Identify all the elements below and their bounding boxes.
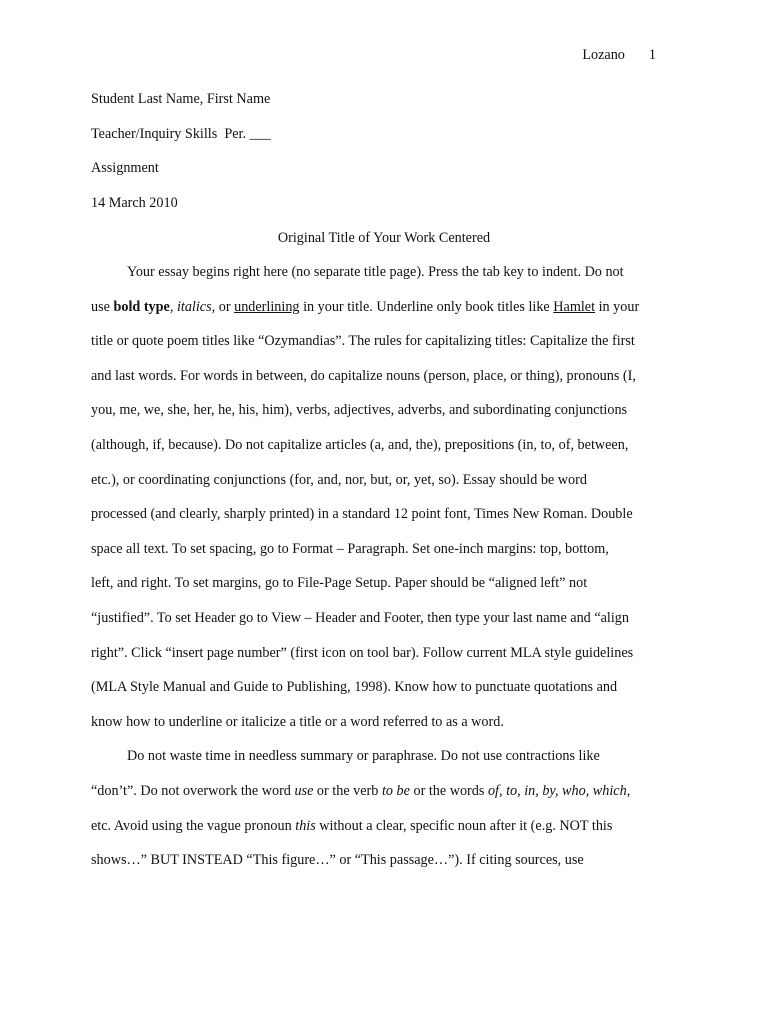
text-run: use xyxy=(91,298,114,315)
italic-pronoun-this: this xyxy=(295,817,316,834)
paragraph-1-line-10: left, and right. To set margins, go to File-Page Setup. Paper should be “aligned left” not xyxy=(91,575,588,592)
heading-assignment: Assignment xyxy=(91,160,159,177)
italic-word-list: of, to, in, by, who, which xyxy=(487,782,627,799)
italic-verb-to-be: to be xyxy=(381,782,410,799)
paragraph-1-line-8: processed (and clearly, sharply printed) in a standard 12 point font, Times New Roman. Double xyxy=(91,506,633,523)
paragraph-1-line-12: right”. Click “insert page number” (first icon on tool bar). Follow current MLA style guidelines xyxy=(91,644,634,661)
essay-body xyxy=(91,263,681,886)
paragraph-2-line-1: Do not waste time in needless summary or paraphrase. Do not use contractions like xyxy=(127,748,600,765)
paragraph-1-line-4: and last words. For words in between, do capitalize nouns (person, place, or thing), pronouns (I, xyxy=(91,367,636,384)
heading-date: 14 March 2010 xyxy=(91,194,178,211)
header-page-number: 1 xyxy=(648,47,656,63)
paragraph-1-line-2 xyxy=(91,298,681,333)
text-run: or the verb xyxy=(313,782,382,799)
paragraph-2-line-3 xyxy=(91,817,681,852)
paragraph-2-line-4: shows…” BUT INSTEAD “This figure…” or “This passage…”). If citing sources, use xyxy=(91,852,584,869)
paragraph-2-line-2 xyxy=(91,782,681,817)
paragraph-1-line-1: Your essay begins right here (no separate title page). Press the tab key to indent. Do not xyxy=(127,264,624,280)
paragraph-1-line-14: know how to underline or italicize a title or a word referred to as a word. xyxy=(91,713,504,730)
bold-type-example: bold type xyxy=(113,298,170,315)
text-run: , xyxy=(169,298,177,315)
text-run: or the words xyxy=(409,782,488,799)
paragraph-1-line-5: you, me, we, she, her, he, his, him), verbs, adjectives, adverbs, and subordinating conjunctions xyxy=(91,402,628,419)
text-run: etc. Avoid using the vague pronoun xyxy=(91,817,296,834)
running-header xyxy=(0,46,656,64)
paragraph-1-line-7: etc.), or coordinating conjunctions (for, and, nor, but, or, yet, so). Essay should be word xyxy=(91,471,587,488)
paragraph-1-line-11: “justified”. To set Header go to View – Header and Footer, then type your last name and “align xyxy=(91,609,629,626)
heading-teacher-period: Teacher/Inquiry Skills Per. ___ xyxy=(91,125,271,142)
text-run: “don’t”. Do not overwork the word xyxy=(91,782,295,799)
text-run: without a clear, specific noun after it (e.g. NOT this xyxy=(315,817,613,834)
header-last-name: Lozano xyxy=(582,47,625,63)
text-run: , or xyxy=(211,298,235,315)
text-run: in your xyxy=(595,298,640,315)
essay-title: Original Title of Your Work Centered xyxy=(277,230,491,246)
mla-heading xyxy=(91,90,677,228)
italics-example: italics xyxy=(176,298,212,315)
heading-student-name: Student Last Name, First Name xyxy=(91,91,271,107)
book-title-hamlet: Hamlet xyxy=(553,298,596,315)
paragraph-1-line-6: (although, if, because). Do not capitalize articles (a, and, the), prepositions (in, to, of, between, xyxy=(91,436,629,453)
paragraph-1-line-9: space all text. To set spacing, go to Format – Paragraph. Set one-inch margins: top, bottom, xyxy=(91,540,609,557)
text-run: in your title. Underline only book titles like xyxy=(299,298,554,315)
paragraph-1-line-3: title or quote poem titles like “Ozymandias”. The rules for capitalizing titles: Capitalize the first xyxy=(91,333,635,350)
italic-word-use: use xyxy=(294,782,314,799)
text-run: , xyxy=(626,782,631,799)
underlining-example: underlining xyxy=(234,298,300,315)
paragraph-1-line-13: (MLA Style Manual and Guide to Publishing, 1998). Know how to punctuate quotations and xyxy=(91,679,618,696)
